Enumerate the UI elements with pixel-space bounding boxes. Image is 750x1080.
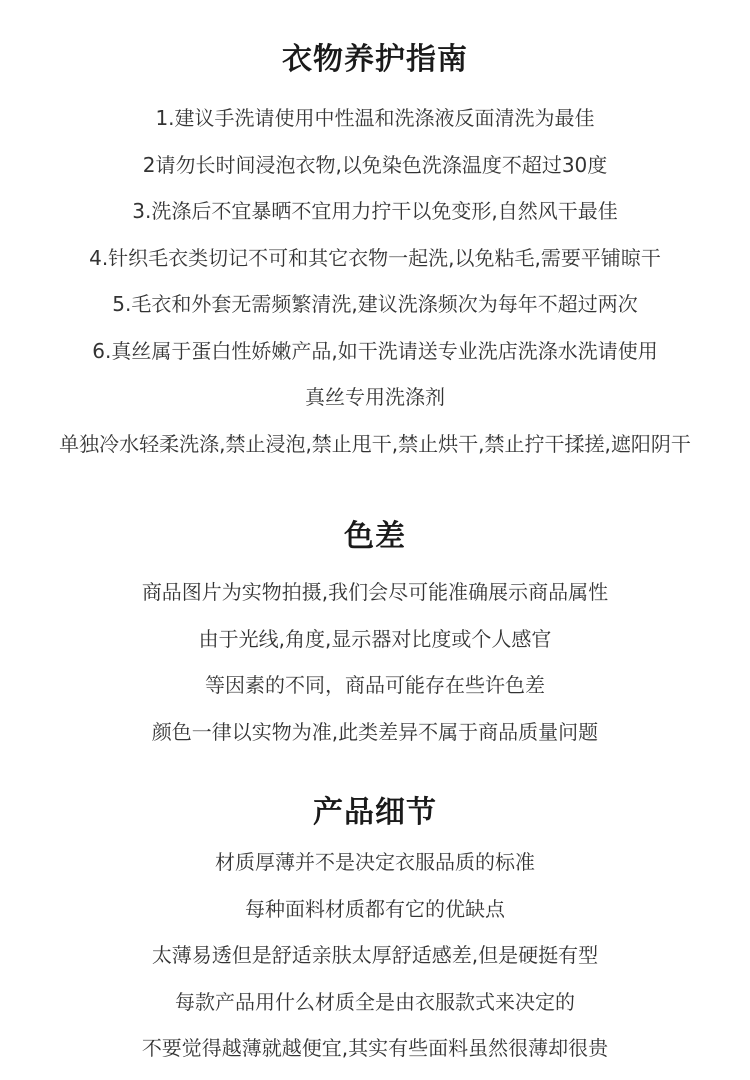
color-difference-line: 由于光线,角度,显示器对比度或个人感官 bbox=[198, 626, 552, 651]
care-guide-line: 4.针织毛衣类切记不可和其它衣物一起洗,以免粘毛,需要平铺晾干 bbox=[89, 245, 661, 270]
color-difference-line: 颜色一律以实物为准,此类差异不属于商品质量问题 bbox=[151, 719, 599, 744]
color-difference-line: 商品图片为实物拍摄,我们会尽可能准确展示商品属性 bbox=[141, 580, 609, 604]
care-guide-line: 2请勿长时间浸泡衣物,以免染色洗涤温度不超过30度 bbox=[142, 152, 608, 177]
care-guide-line: 真丝专用洗涤剂 bbox=[305, 385, 445, 409]
product-details-line: 太薄易透但是舒适亲肤太厚舒适感差,但是硬挺有型 bbox=[151, 943, 599, 967]
color-difference-section bbox=[0, 517, 750, 755]
color-difference-line: 等因素的不同，商品可能存在些许色差 bbox=[205, 673, 545, 697]
care-guide-line: 1.建议手洗请使用中性温和洗涤液反面清洗为最佳 bbox=[155, 106, 595, 130]
product-details-title: 产品细节 bbox=[313, 795, 437, 830]
care-guide-line: 6.真丝属于蛋白性娇嫩产品,如干洗请送专业洗店洗涤水洗请使用 bbox=[92, 338, 658, 363]
product-details-line: 每款产品用什么材质全是由衣服款式来决定的 bbox=[175, 989, 575, 1014]
product-details-line: 每种面料材质都有它的优缺点 bbox=[245, 896, 505, 921]
care-guide-line: 单独冷水轻柔洗涤,禁止浸泡,禁止甩干,禁止烘干,禁止拧干揉搓,遮阳阴干 bbox=[59, 431, 691, 456]
care-guide-line: 3.洗涤后不宜暴晒不宜用力拧干以免变形,自然风干最佳 bbox=[132, 199, 618, 223]
care-guide-section bbox=[0, 40, 750, 467]
color-difference-title: 色差 bbox=[344, 519, 406, 554]
product-details-line: 材质厚薄并不是决定衣服品质的标准 bbox=[215, 850, 535, 874]
care-guide-line: 5.毛衣和外套无需频繁清洗,建议洗涤频次为每年不超过两次 bbox=[112, 292, 638, 316]
product-details-line: 不要觉得越薄就越便宜,其实有些面料虽然很薄却很贵 bbox=[141, 1036, 609, 1060]
product-details-section bbox=[0, 793, 750, 1072]
care-guide-title: 衣物养护指南 bbox=[282, 42, 468, 77]
